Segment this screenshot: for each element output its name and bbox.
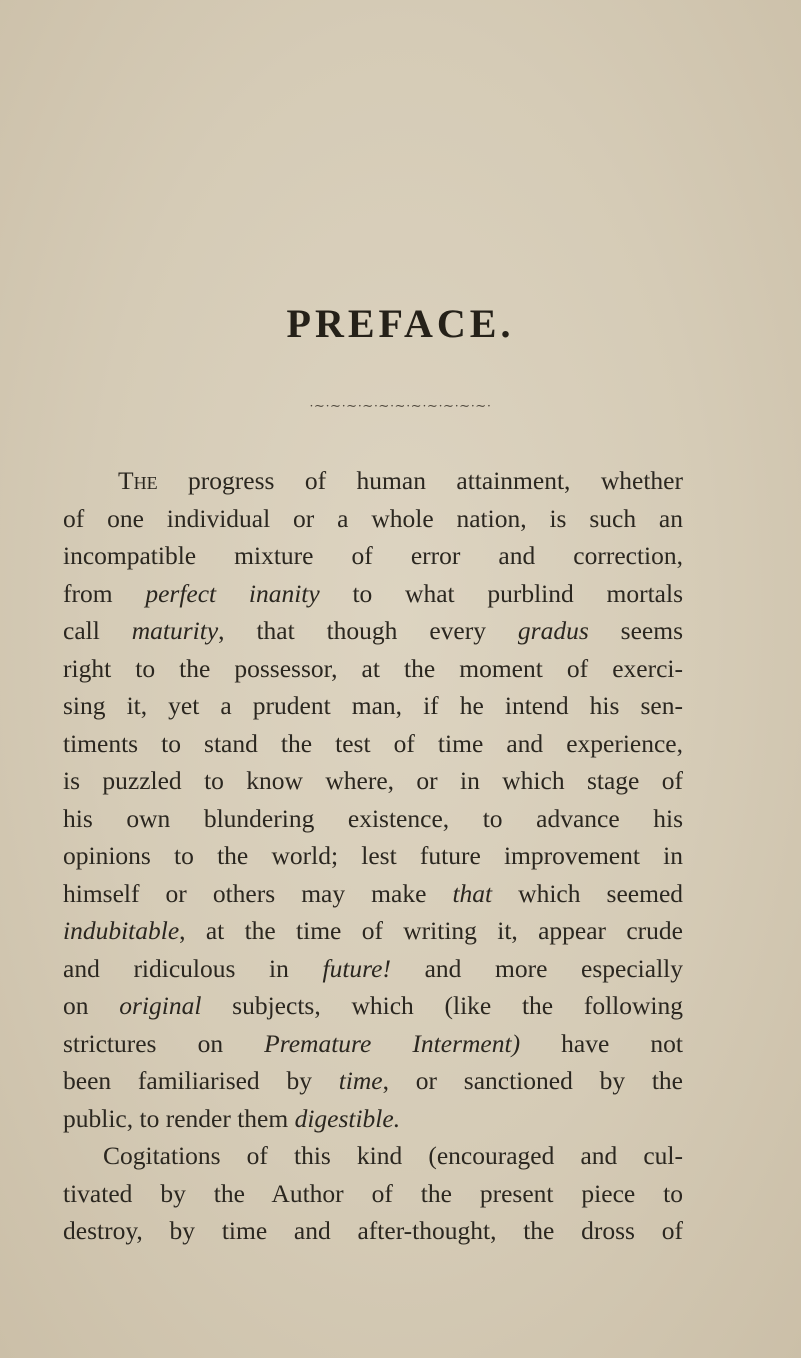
text-line: right to the possessor, at the moment of exerci- [63, 653, 683, 683]
text-line: incompatible mixture of error and correction, [63, 541, 683, 570]
text-line: of one individual or a whole nation, is such an [63, 503, 683, 533]
text-line: destroy, by time and after-thought, the dross of [63, 1216, 683, 1245]
page-title: PREFACE. [286, 301, 515, 346]
text-line: is puzzled to know where, or in which stage of [63, 766, 683, 795]
text-line: public, to render them digestible. [63, 1103, 401, 1133]
text-line: timents to stand the test of time and experience, [63, 728, 683, 758]
text-line: sing it, yet a prudent man, if he intend his sen- [63, 691, 683, 720]
text-line: and ridiculous in future! and more especially [63, 953, 683, 983]
ornamental-rule: ∙∼∙∼∙∼∙∼∙∼∙∼∙∼∙∼∙∼∙∼∙∼∙ [309, 398, 492, 413]
text-line: opinions to the world; lest future improvement in [63, 841, 683, 870]
text-line: The progress of human attainment, whether [118, 466, 683, 495]
text-line: been familiarised by time, or sanctioned by the [63, 1066, 683, 1095]
text-line: strictures on Premature Interment) have not [63, 1028, 683, 1058]
text-line: from perfect inanity to what purblind mortals [63, 578, 683, 608]
text-line: tivated by the Author of the present piece to [63, 1178, 683, 1208]
text-line: indubitable, at the time of writing it, appear crude [63, 916, 683, 945]
text-line: on original subjects, which (like the following [63, 991, 684, 1020]
text-line: his own blundering existence, to advance his [63, 803, 683, 833]
text-line: himself or others may make that which seemed [63, 878, 684, 908]
preface-body [63, 462, 683, 1250]
text-line: call maturity, that though every gradus seems [63, 616, 684, 645]
text-line: Cogitations of this kind (encouraged and cul- [103, 1141, 683, 1170]
